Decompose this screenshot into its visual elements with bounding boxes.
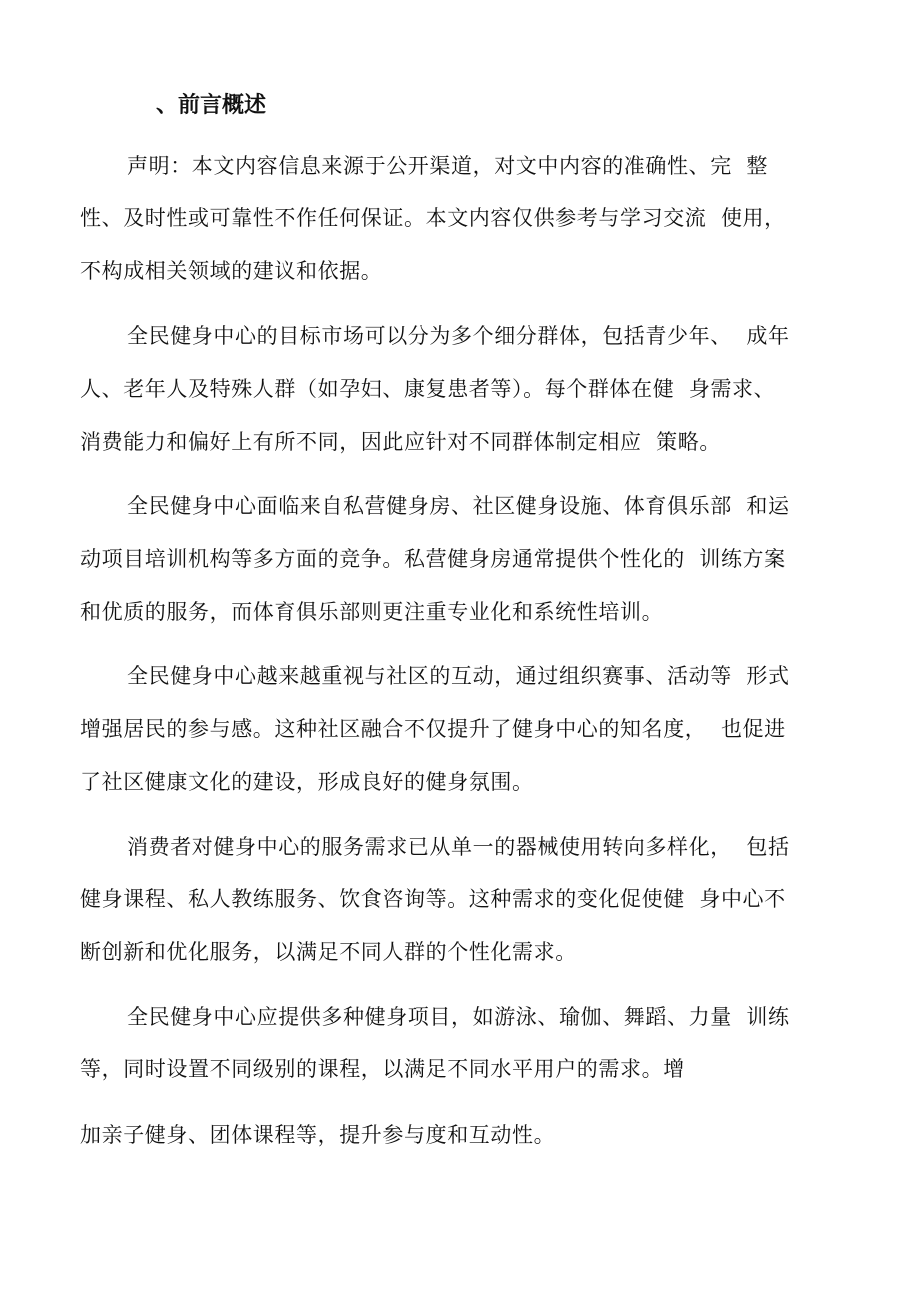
paragraph-line: 全民健身中心越来越重视与社区的互动，通过组织赛事、活动等 形式 (127, 664, 790, 688)
paragraph-line: 全民健身中心面临来自私营健身房、社区健身设施、体育俱乐部 和运 (127, 494, 790, 518)
paragraph-line: 断创新和优化服务，以满足不同人群的个性化需求。 (80, 940, 577, 964)
paragraph-line: 和优质的服务，而体育俱乐部则更注重专业化和系统性培训。 (80, 600, 664, 624)
paragraph-line: 全民健身中心的目标市场可以分为多个细分群体，包括青少年、 成年 (127, 324, 790, 348)
paragraph-line: 动项目培训机构等多方面的竞争。私营健身房通常提供个性化的 训练方案 (80, 547, 786, 571)
paragraph-line: 全民健身中心应提供多种健身项目，如游泳、瑜伽、舞蹈、力量 训练 (127, 1005, 790, 1029)
paragraph-line: 不构成相关领域的建议和依据。 (80, 259, 383, 283)
paragraph-line: 等，同时设置不同级别的课程，以满足不同水平用户的需求。增 (80, 1057, 685, 1081)
section-heading: 、前言概述 (156, 93, 267, 118)
paragraph-line: 声明：本文内容信息来源于公开渠道，对文中内容的准确性、完 整 (127, 154, 768, 178)
paragraph-line: 消费者对健身中心的服务需求已从单一的器械使用转向多样化， 包括 (127, 835, 790, 859)
paragraph-line: 人、老年人及特殊人群（如孕妇、康复患者等）。每个群体在健 身需求、 (80, 377, 776, 401)
paragraph-line: 性、及时性或可靠性不作任何保证。本文内容仅供参考与学习交流 使用， (80, 206, 786, 230)
paragraph-line: 加亲子健身、团体课程等，提升参与度和互动性。 (80, 1123, 556, 1147)
paragraph-line: 了社区健康文化的建设，形成良好的健身氛围。 (80, 770, 534, 794)
paragraph-line: 健身课程、私人教练服务、饮食咨询等。这种需求的变化促使健 身中心不 (80, 887, 786, 911)
paragraph-line: 增强居民的参与感。这种社区融合不仅提升了健身中心的知名度， 也促进 (80, 717, 786, 741)
paragraph-line: 消费能力和偏好上有所不同，因此应针对不同群体制定相应 策略。 (80, 430, 721, 454)
